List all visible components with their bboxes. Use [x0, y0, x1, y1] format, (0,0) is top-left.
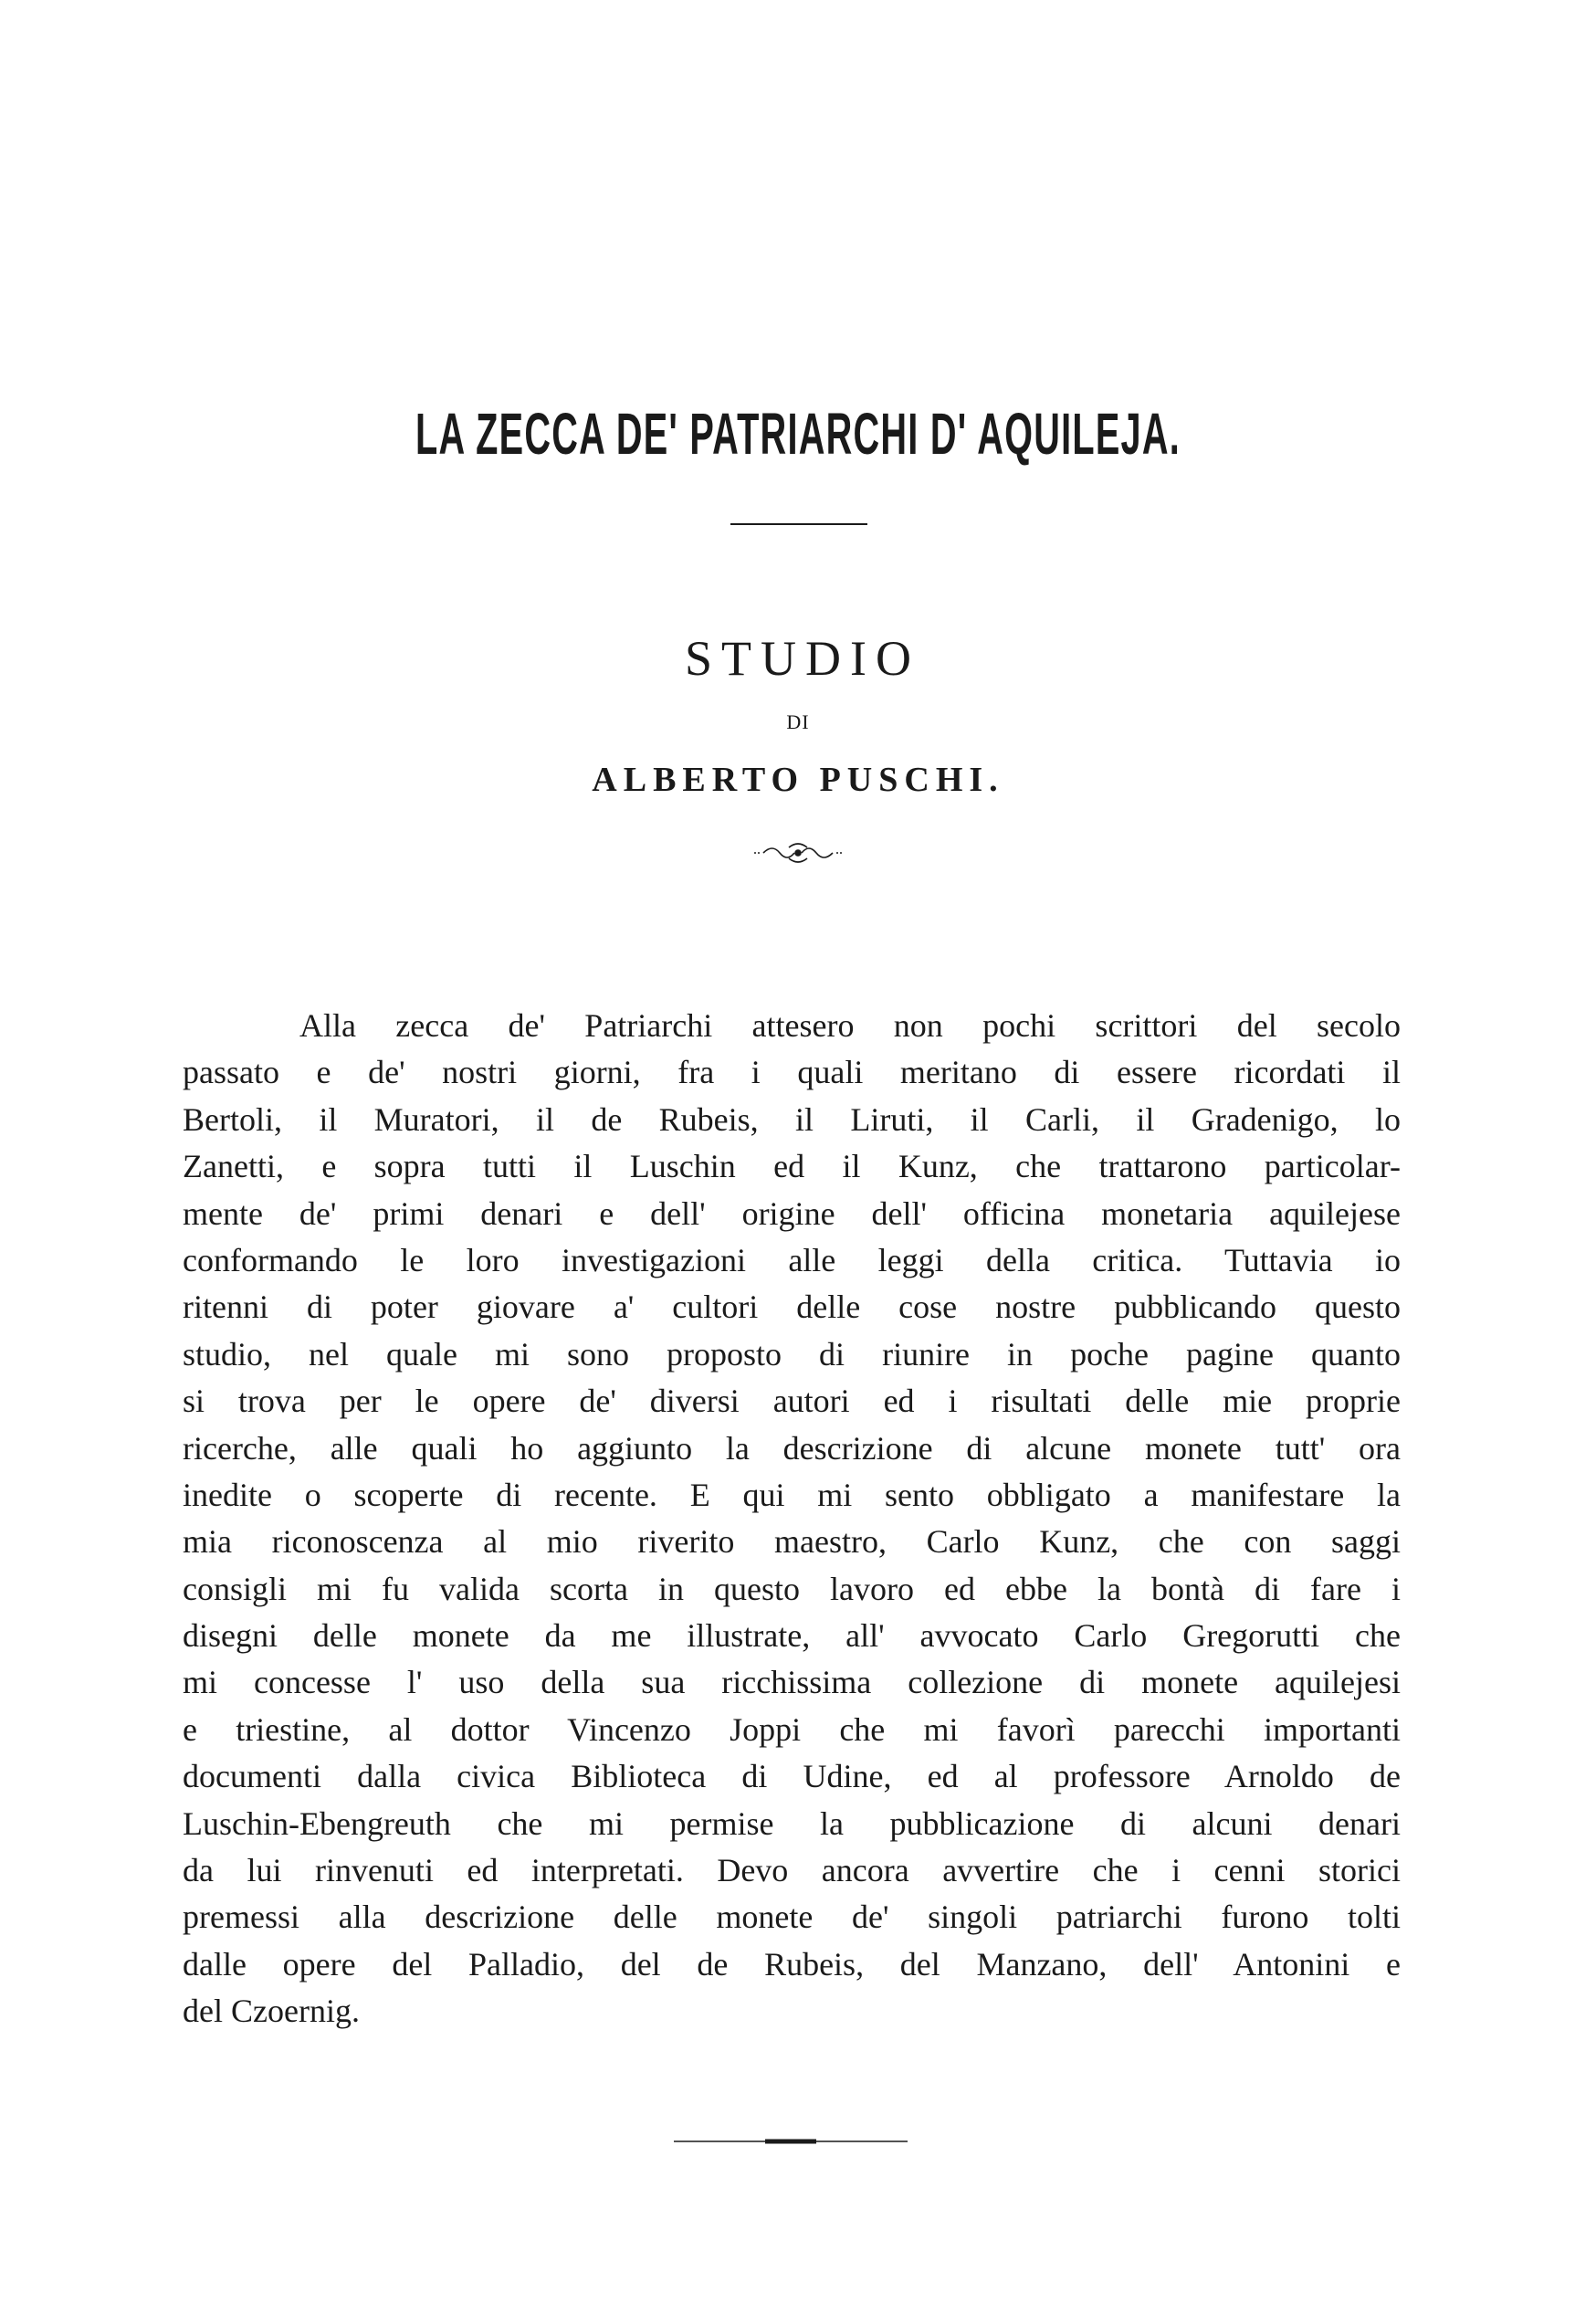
- text-line: documenti dalla civica Biblioteca di Udine, ed al professore Arnoldo de: [183, 1758, 1401, 1795]
- body-paragraph: [183, 1003, 1401, 2035]
- title-divider: [730, 523, 867, 525]
- text-line: premessi alla descrizione delle monete de' singoli patriarchi furono tolti: [183, 1899, 1401, 1936]
- text-line: conformando le loro investigazioni alle leggi della critica. Tuttavia io: [183, 1241, 1401, 1278]
- text-line: mente de' primi denari e dell' origine dell' officina monetaria aquilejese: [183, 1194, 1401, 1232]
- text-line: consigli mi fu valida scorta in questo lavoro ed ebbe la bontà di fare i: [183, 1570, 1401, 1607]
- fleuron-ornament: [752, 842, 844, 864]
- end-divider: [674, 2137, 908, 2146]
- author-name: ALBERTO PUSCHI.: [592, 761, 1004, 799]
- text-line: disegni delle monete da me illustrate, all' avvocato Carlo Gregorutti che: [183, 1617, 1401, 1655]
- text-line: Luschin-Ebengreuth che mi permise la pubblicazione di alcuni denari: [183, 1804, 1401, 1842]
- text-line: ricerche, alle quali ho aggiunto la descrizione di alcune monete tutt' ora: [183, 1429, 1401, 1467]
- text-line: mi concesse l' uso della sua ricchissima collezione di monete aquilejesi: [183, 1664, 1401, 1701]
- text-line: ritenni di poter giovare a' cultori delle cose nostre pubblicando questo: [183, 1288, 1401, 1326]
- text-line: studio, nel quale mi sono proposto di riunire in poche pagine quanto: [183, 1335, 1401, 1373]
- text-line: mia riconoscenza al mio riverito maestro, Carlo Kunz, che con saggi: [183, 1523, 1401, 1561]
- text-line: passato e de' nostri giorni, fra i quali meritano di essere ricordati il: [183, 1054, 1401, 1091]
- text-line: da lui rinvenuti ed interpretati. Devo ancora avvertire che i cenni storici: [183, 1852, 1401, 1889]
- text-line: Bertoli, il Muratori, il de Rubeis, il Liruti, il Carli, il Gradenigo, lo: [183, 1100, 1401, 1138]
- author-preposition: DI: [786, 710, 810, 733]
- text-line: dalle opere del Palladio, del de Rubeis, del Manzano, dell' Antonini e: [183, 1945, 1401, 1983]
- text-line: Alla zecca de' Patriarchi attesero non pochi scrittori del secolo: [299, 1007, 1401, 1044]
- text-line: Zanetti, e sopra tutti il Luschin ed il Kunz, che trattarono particolar-: [183, 1148, 1401, 1185]
- text-line: inedite o scoperte di recente. E qui mi sento obbligato a manifestare la: [183, 1476, 1401, 1513]
- text-line: e triestine, al dottor Vincenzo Joppi che mi favorì parecchi importanti: [183, 1710, 1401, 1748]
- text-line: del Czoernig.: [183, 1993, 360, 2030]
- page-title: LA ZECCA DE' PATRIARCHI D' AQUILEJA.: [415, 401, 1181, 467]
- text-line: si trova per le opere de' diversi autori ed i risultati delle mie proprie: [183, 1383, 1401, 1420]
- subtitle: STUDIO: [685, 631, 920, 686]
